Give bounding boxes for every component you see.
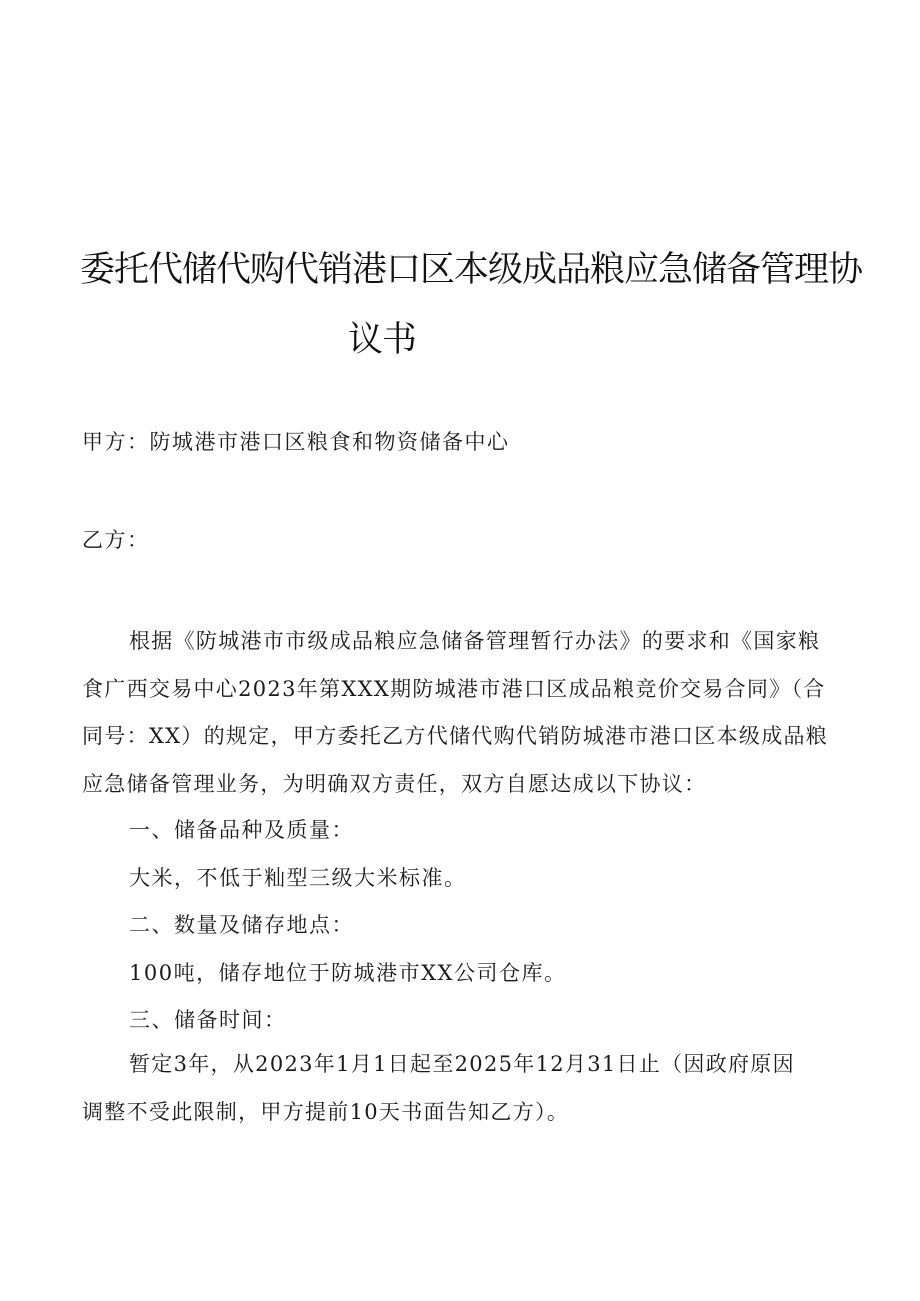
section-3-heading: 三、储备时间：	[129, 1008, 287, 1032]
section-2-heading: 二、数量及储存地点：	[129, 913, 354, 937]
section-3-paragraph	[82, 1041, 842, 1136]
party-b: 乙方：	[82, 528, 150, 552]
section-2-text: 100吨，储存地位于防城港市XX公司仓库。	[129, 961, 567, 985]
intro-line: 食广西交易中心2023年第XXX期防城港市港口区成品粮竞价交易合同》（合	[82, 676, 826, 701]
section-3-line: 调整不受此限制，甲方提前10天书面告知乙方）。	[82, 1099, 570, 1124]
intro-line: 应急储备管理业务，为明确双方责任，双方自愿达成以下协议：	[82, 771, 707, 796]
intro-line: 同号：XX）的规定，甲方委托乙方代储代购代销防城港市港口区本级成品粮	[82, 724, 829, 748]
section-3-line: 暂定3年，从2023年1月1日起至2025年12月31日止（因政府原因	[129, 1052, 795, 1076]
intro-line: 根据《防城港市市级成品粮应急储备管理暂行办法》的要求和《国家粮	[129, 629, 821, 653]
party-a: 甲方：防城港市港口区粮食和物资储备中心	[82, 430, 510, 454]
section-1-text: 大米，不低于籼型三级大米标准。	[129, 866, 467, 890]
document-title-line-1: 委托代储代购代销港口区本级成品粮应急储备管理协	[80, 250, 863, 290]
document-title-line-2: 议书	[348, 320, 417, 360]
intro-paragraph	[82, 618, 842, 808]
section-1-heading: 一、储备品种及质量：	[129, 818, 354, 842]
